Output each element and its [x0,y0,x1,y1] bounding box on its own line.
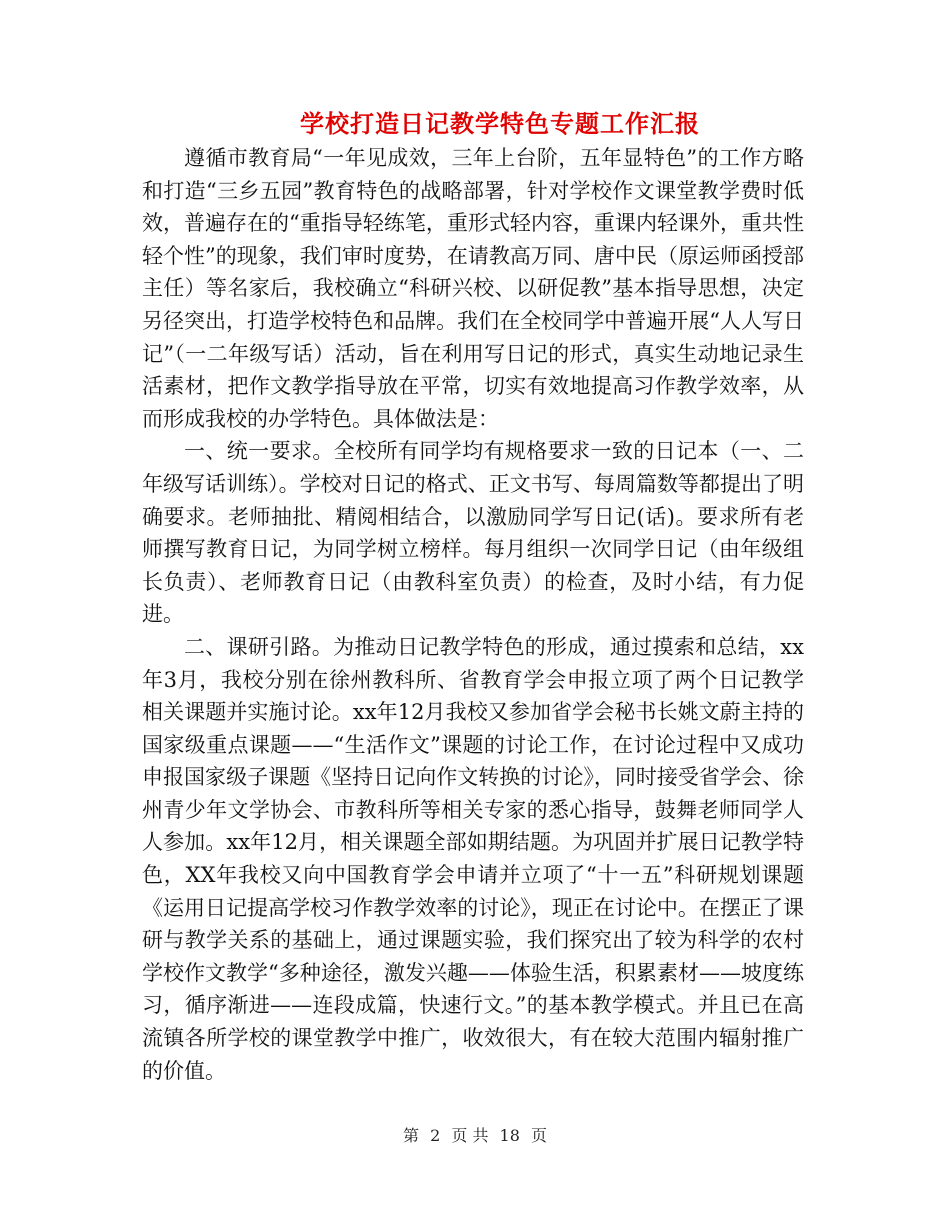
page-footer [0,1125,950,1147]
footer-suffix: 页 [531,1126,548,1145]
paragraph-unified-requirements: 一、统一要求。全校所有同学均有规格要求一致的日记本（一、二年级写话训练）。学校对日记的格式、正文书写、每周篇数等都提出了明确要求。老师抽批、精阅相结合，以激励同学写日记(话)。要求所有老师撰写教育日记，为同学树立榜样。每月组织一次同学日记（由年级组长负责）、老师教育日记（由教科室负责）的检查，及时小结，有力促进。 [142,439,804,627]
paragraph-intro: 遵循市教育局“一年见成效，三年上台阶，五年显特色”的工作方略和打造“三乡五园”教育特色的战略部署，针对学校作文课堂教学费时低效，普遍存在的“重指导轻练笔，重形式轻内容，重课内轻课外，重共性轻个性”的现象，我们审时度势，在请教高万同、唐中民（原运师函授部主任）等名家后，我校确立“科研兴校、以研促教”基本指导思想，决定另径突出，打造学校特色和品牌。我们在全校同学中普遍开展“人人写日记”（一二年级写话）活动，旨在利用写日记的形式，真实生动地记录生活素材，把作文教学指导放在平常，切实有效地提高习作教学效率，从而形成我校的办学特色。具体做法是： [142,146,804,431]
footer-page-number: 2 [430,1126,441,1145]
footer-total-pages: 18 [499,1126,520,1145]
document-body [142,142,804,1087]
footer-middle: 页 共 [451,1126,489,1145]
paragraph-research-guidance: 二、课研引路。为推动日记教学特色的形成，通过摸索和总结，xx年3月，我校分别在徐州教科所、省教育学会申报立项了两个日记教学相关课题并实施讨论。xx年12月我校又参加省学会秘书长姚文蔚主持的国家级重点课题——“生活作文”课题的讨论工作，在讨论过程中又成功申报国家级子课题《坚持日记向作文转换的讨论》，同时接受省学会、徐州青少年文学协会、市教科所等相关专家的悉心指导，鼓舞老师同学人人参加。xx年12月，相关课题全部如期结题。为巩固并扩展日记教学特色，XX年我校又向中国教育学会申请并立项了“十一五”科研规划课题《运用日记提高学校习作教学效率的讨论》，现正在讨论中。在摆正了课研与教学关系的基础上，通过课题实验，我们探究出了较为科学的农村学校作文教学“多种途径，激发兴趣——体验生活，积累素材——坡度练习，循序渐进——连段成篇，快速行文。”的基本教学模式。并且已在高流镇各所学校的课堂教学中推广，收效很大，有在较大范围内辐射推广的价值。 [142,634,804,1083]
document-title: 学校打造日记教学特色专题工作汇报 [300,109,700,138]
footer-prefix: 第 [402,1126,419,1145]
